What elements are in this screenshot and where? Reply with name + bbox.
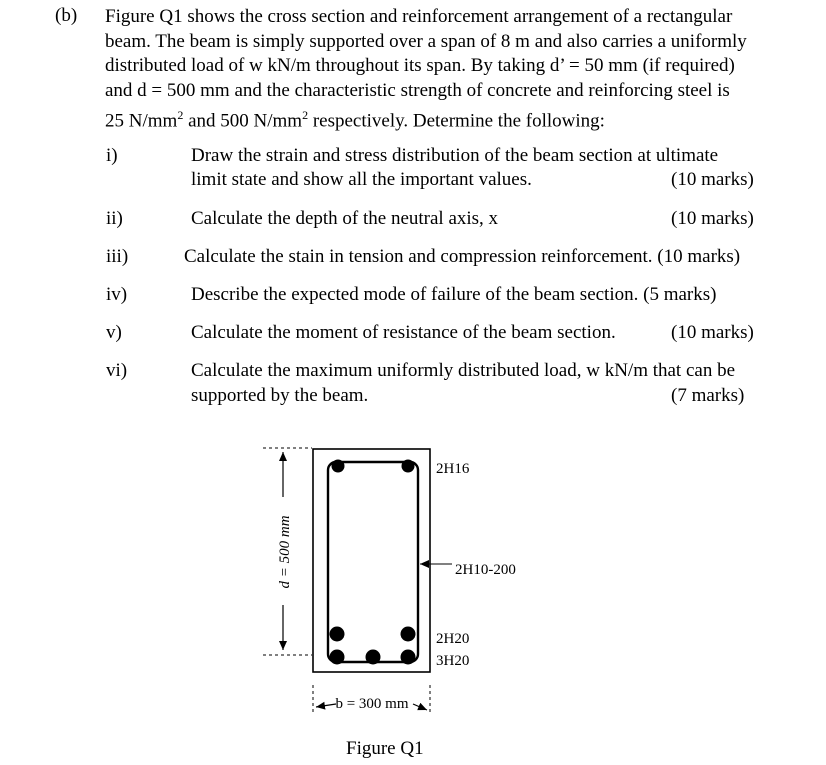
item-number-6: vi) (106, 360, 128, 381)
intro-line-1: Figure Q1 shows the cross section and reinforcement arrangement of a rectangular (105, 6, 733, 27)
item-1-marks: (10 marks) (671, 169, 754, 190)
item-number-4: iv) (106, 284, 128, 305)
width-arrow-left (316, 704, 336, 707)
item-5-text: Calculate the moment of resistance of the beam section. (191, 322, 616, 343)
intro-line-3: distributed load of w kN/m throughout its span. By taking d’ = 50 mm (if required) (105, 55, 735, 76)
item-5-marks: (10 marks) (671, 322, 754, 343)
bottom-bar-1 (330, 650, 345, 665)
item-number-2: ii) (106, 208, 123, 229)
item-4-text: Describe the expected mode of failure of the beam section. (5 marks) (191, 284, 717, 305)
width-arrow-right (413, 704, 427, 710)
figure-caption: Figure Q1 (346, 738, 424, 759)
item-2-text: Calculate the depth of the neutral axis, x (191, 208, 499, 229)
bottom-bar-2 (366, 650, 381, 665)
intro-sup-2: 2 (302, 108, 309, 122)
intro-text-a: 25 N/mm (105, 110, 178, 132)
item-number-5: v) (106, 322, 122, 343)
width-label: b = 300 mm (335, 696, 409, 712)
top-bar-left (332, 460, 345, 473)
item-2-marks: (10 marks) (671, 208, 754, 229)
links-label: 2H10-200 (455, 562, 516, 578)
item-6-line-1: Calculate the maximum uniformly distributed load, w kN/m that can be (191, 360, 736, 381)
intro-sup-1: 2 (177, 108, 184, 122)
item-1-line-1: Draw the strain and stress distribution of the beam section at ultimate (191, 145, 719, 166)
item-number-1: i) (106, 145, 118, 166)
item-6-line-2: supported by the beam. (191, 385, 369, 406)
bottom-bar-layer2-right (401, 627, 416, 642)
intro-line-2: beam. The beam is simply supported over a span of 8 m and also carries a uniformly (105, 30, 747, 52)
intro-line-4: and d = 500 mm and the characteristic strength of concrete and reinforcing steel is (105, 79, 730, 101)
bottom-bars-label-2: 3H20 (436, 653, 470, 669)
item-3-text: Calculate the stain in tension and compression reinforcement. (10 marks) (184, 246, 741, 267)
bottom-bar-3 (401, 650, 416, 665)
bottom-bars-label-1: 2H20 (436, 631, 470, 647)
top-bars-label: 2H16 (436, 461, 470, 477)
bottom-bar-layer2-left (330, 627, 345, 642)
item-6-marks: (7 marks) (671, 385, 745, 406)
depth-label: d = 500 mm (277, 515, 293, 589)
top-bar-right (402, 460, 415, 473)
question-label: (b) (55, 5, 78, 26)
item-number-3: iii) (106, 246, 129, 267)
intro-text-b: and 500 N/mm (183, 110, 303, 132)
item-1-line-2: limit state and show all the important values. (191, 169, 532, 190)
intro-text-c: respectively. Determine the following: (308, 110, 605, 132)
